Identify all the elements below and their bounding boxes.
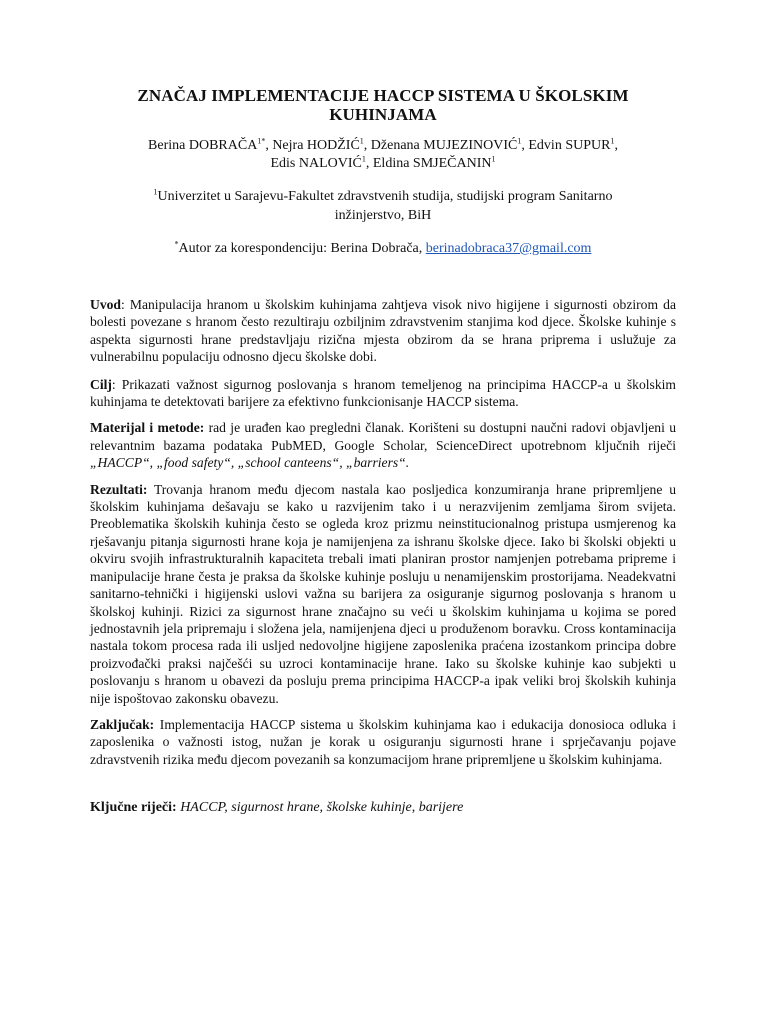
section-label: Materijal i metode: (90, 420, 205, 436)
search-keywords: „HACCP“, „food safety“, „school canteens“, „barriers“. (90, 455, 410, 471)
author: Eldina SMJEČANIN$^1$ (372, 154, 496, 171)
section-text: Implementacija HACCP sistema u školskim kuhinjama kao i edukacija donosioca odluka i zaposlenika o važnosti istog, nužan je korak u osiguranju sigurnosti hrane i sprječavanju pojave zdravstvenih rizika među djecom povezanih sa konzumacijom hrane pripremljene u školskim kuhinjama. (90, 716, 676, 767)
section-materijal-i-metode (90, 419, 676, 471)
author: Berina $DOBRAČA^{1*}$ (148, 136, 266, 153)
section-text: : Manipulacija hranom u školskim kuhinjama zahtjeva visok nivo higijene i sigurnosti obzirom da bolesti povezane s hranom često rezultiraju ozbiljnim zdravstvenim stanjima kod djece. Školske kuhinje s aspekta sigurnosti hrane predstavljaju rizična mjesta obzirom da se hrana priprema i uslužuje za vulnerabilnu populaciju odnosno djecu školske dobi. (90, 297, 676, 365)
paper-title: ZNAČAJ IMPLEMENTACIJE HACCP SISTEMA U ŠKOLSKIM KUHINJAMA (137, 86, 629, 124)
author: Edis NALOVIĆ$^1$ (270, 154, 366, 171)
section-text: : Prikazati važnost sigurnog poslovanja s hranom temeljenog na principima HACCP-a u školskim kuhinjama te detektovati barijere za efektivno funkcionisanje HACCP sistema. (90, 376, 676, 410)
author-list: Berina $DOBRAČA^{1*}$, Nejra HODŽIĆ$^1$, Dženana MUJEZINOVIĆ$^1$, Edvin SUPUR$^1$, Edis NALOVIĆ$^1$, Eldina SMJEČANIN$^1$ (148, 136, 618, 171)
author: Edvin SUPUR$^1$ (528, 136, 615, 153)
keywords (90, 799, 676, 817)
section-uvod (90, 296, 676, 366)
keywords-value: HACCP, sigurnost hrane, školske kuhinje, barijere (180, 800, 464, 816)
author: Nejra HODŽIĆ$^1$ (272, 136, 364, 153)
keywords-label: Ključne riječi: (90, 800, 177, 816)
section-text: rad je urađen kao pregledni članak. Korišteni su dostupni naučni radovi objavljeni u relevantnim bazama podataka PubMED, Google Scholar, ScienceDirect upotrebnom ključnih riječi (90, 420, 676, 453)
section-label: Uvod (90, 297, 121, 312)
section-text: Trovanja hranom među djecom nastala kao posljedica konzumiranja hrane pripremljene u školskim kuhinjama dešavaju se kako u razvijenim tako i u nerazvijenim zemljama širom svijeta. Preoblematika školskih kuhinja često se ogleda kroz prizmu neinstitucionalnog pristupa usmjerenog ka rješavanju pitanja sigurnosti hrane koja je namijenjena za ishranu školske djece. Iako bi školski objekti u okviru svojih infrastrukturalnih kapaciteta trebali imati planiran prostor namjenjen potrebama pripreme i manipulacije hrane česta je praksa da školske kuhinje posluju u nenamijenskim prostorijama. Neadekvatni sanitarno-tehnički i higijenski uslovi važna su barijera za osiguranje sigurnog poslovanja s hranom u školskoj kuhinji. Rizici za sigurnost hrane značajno su veći u školskim kuhinjama u kojima se pored jednostavnih jela pripremaju i složena jela, namijenjena djeci u produženom boravku. Cross kontaminacija nastala tokom procesa rada ili usljed nedovoljne higijene zaposlenika praćena izostankom principa dobre proizvođački praksi najčešći su uzroci kontaminacije hrane. Iako su školske kuhinje kao subjekti u poslovanju s hranom u obavezi da posluju prema principima HACCP-a ipak veliki broj školskih kuhinja nije ispoštovao zakonsku obavezu. (90, 481, 676, 706)
section-label: Zaključak: (90, 716, 155, 732)
author: Dženana MUJEZINOVIĆ$^1$ (370, 136, 522, 153)
section-rezultati (90, 481, 676, 707)
section-label: Rezultati: (90, 481, 148, 497)
section-cilj (90, 376, 676, 411)
affiliation: $^1$Univerzitet u Sarajevu-Fakultet zdravstvenih studija, studijski program Sanitarno inžinjerstvo, BiH (153, 187, 613, 223)
correspondence-email-link[interactable]: berinadobraca37@gmail.com (425, 241, 592, 256)
section-label: Cilj (90, 376, 112, 392)
section-zakljucak (90, 716, 676, 768)
correspondence: *Autor za korespondenciju: Berina Dobrača, berinadobraca37@gmail.com (174, 239, 592, 256)
